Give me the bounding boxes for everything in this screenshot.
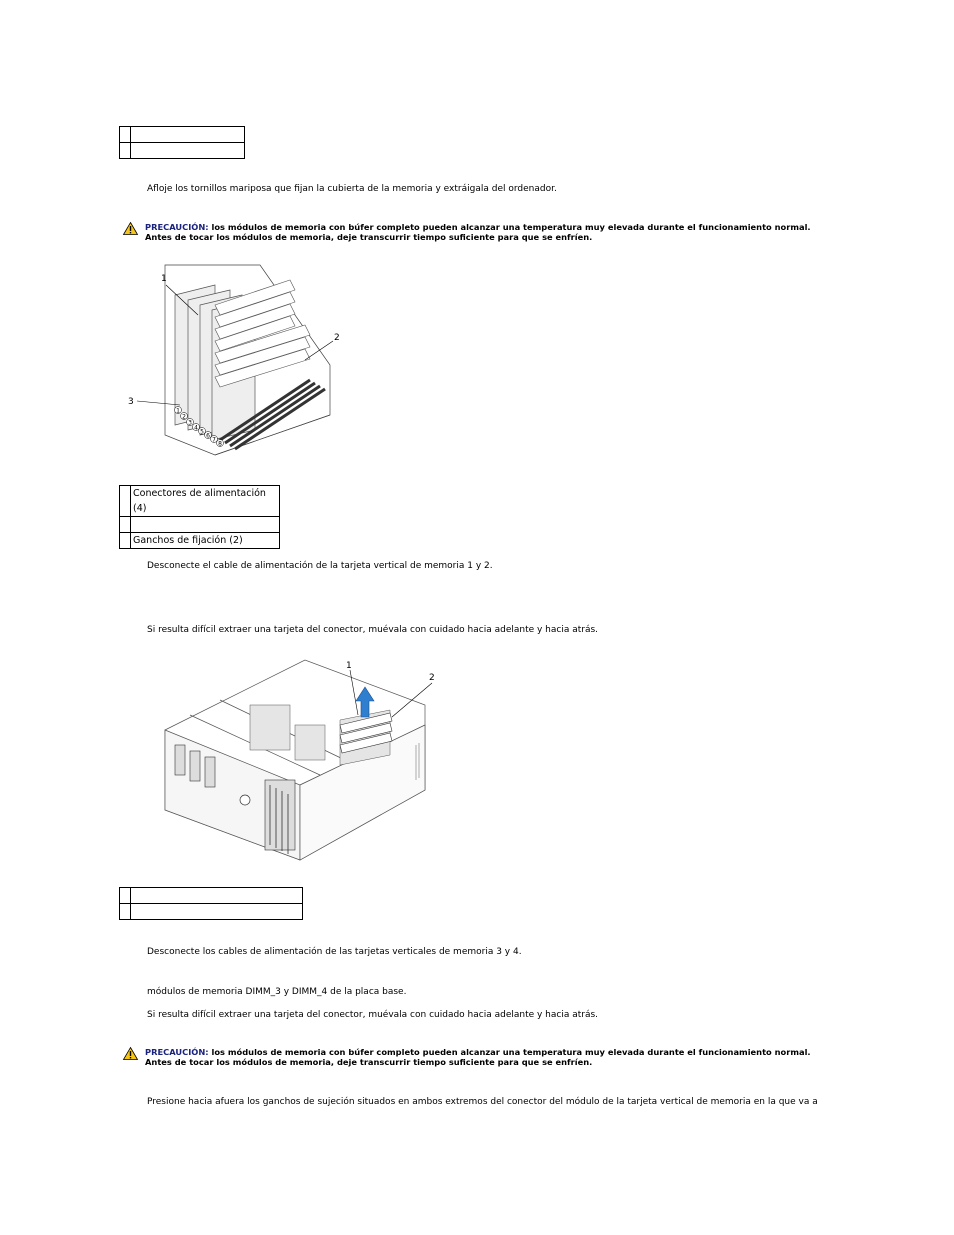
warning-icon xyxy=(123,222,138,235)
step-text: Si resulta difícil extraer una tarjeta del conector, muévala con cuidado hacia adelante y hacia atrás. xyxy=(147,1010,599,1020)
caution-text: los módulos de memoria con búfer completo pueden alcanzar una temperatura muy elevada durante el funcionamiento normal. xyxy=(211,1047,811,1057)
table-row xyxy=(120,888,303,904)
table-row xyxy=(120,904,303,920)
callout-3-label: 3 xyxy=(128,397,134,407)
memory-riser-figure xyxy=(120,255,360,460)
callout-description: Conectores de alimentación (4) xyxy=(131,486,280,517)
slot-number: 3 xyxy=(188,419,192,427)
callout-description xyxy=(131,904,303,920)
table-row xyxy=(120,127,245,143)
step-text: Afloje los tornillos mariposa que fijan la cubierta de la memoria y extráigala del ordenador. xyxy=(147,184,557,194)
callout-description xyxy=(131,517,280,533)
callout-number xyxy=(120,486,131,517)
caution-label: PRECAUCIÓN: xyxy=(145,1047,209,1057)
caution-notice xyxy=(123,1047,823,1071)
caution-text: los módulos de memoria con búfer completo pueden alcanzar una temperatura muy elevada durante el funcionamiento normal. xyxy=(211,222,811,232)
caution-notice xyxy=(123,222,823,246)
slot-number: 5 xyxy=(200,428,204,436)
step-text: Desconecte el cable de alimentación de la tarjeta vertical de memoria 1 y 2. xyxy=(147,561,493,571)
slot-number: 8 xyxy=(218,440,222,448)
callout-table-2 xyxy=(119,485,280,549)
step-text: Presione hacia afuera los ganchos de sujeción situados en ambos extremos del conector del módulo de la tarjeta vertical de memoria en la que va a xyxy=(147,1097,818,1107)
callout-table-3 xyxy=(119,887,303,920)
callout-description xyxy=(131,127,245,143)
chassis-figure xyxy=(160,655,435,865)
caution-label: PRECAUCIÓN: xyxy=(145,222,209,232)
callout-description xyxy=(131,888,303,904)
callout-number xyxy=(120,533,131,549)
slot-number: 1 xyxy=(176,407,180,415)
step-text: módulos de memoria DIMM_3 y DIMM_4 de la placa base. xyxy=(147,987,407,997)
table-row xyxy=(120,533,280,549)
slot-number: 4 xyxy=(194,424,198,432)
table-row xyxy=(120,143,245,159)
callout-number xyxy=(120,127,131,143)
step-text: Si resulta difícil extraer una tarjeta del conector, muévala con cuidado hacia adelante y hacia atrás. xyxy=(147,625,599,635)
table-row xyxy=(120,517,280,533)
callout-1-label: 1 xyxy=(346,661,352,671)
callout-description xyxy=(131,143,245,159)
callout-1-label: 1 xyxy=(161,274,167,284)
callout-2-label: 2 xyxy=(429,673,435,683)
slot-number: 6 xyxy=(206,432,210,440)
callout-number xyxy=(120,143,131,159)
step-text: Desconecte los cables de alimentación de las tarjetas verticales de memoria 3 y 4. xyxy=(147,947,522,957)
slot-number: 7 xyxy=(212,436,216,444)
warning-icon xyxy=(123,1047,138,1060)
caution-text: Antes de tocar los módulos de memoria, deje transcurrir tiempo suficiente para que se enfríen. xyxy=(145,1057,593,1067)
callout-2-label: 2 xyxy=(334,333,340,343)
callout-number xyxy=(120,517,131,533)
table-row xyxy=(120,486,280,517)
arrow-up-icon xyxy=(356,687,374,717)
callout-table-1 xyxy=(119,126,245,159)
callout-number xyxy=(120,888,131,904)
caution-text: Antes de tocar los módulos de memoria, deje transcurrir tiempo suficiente para que se enfríen. xyxy=(145,232,593,242)
slot-number: 2 xyxy=(182,413,186,421)
callout-description: Ganchos de fijación (2) xyxy=(131,533,280,549)
callout-number xyxy=(120,904,131,920)
